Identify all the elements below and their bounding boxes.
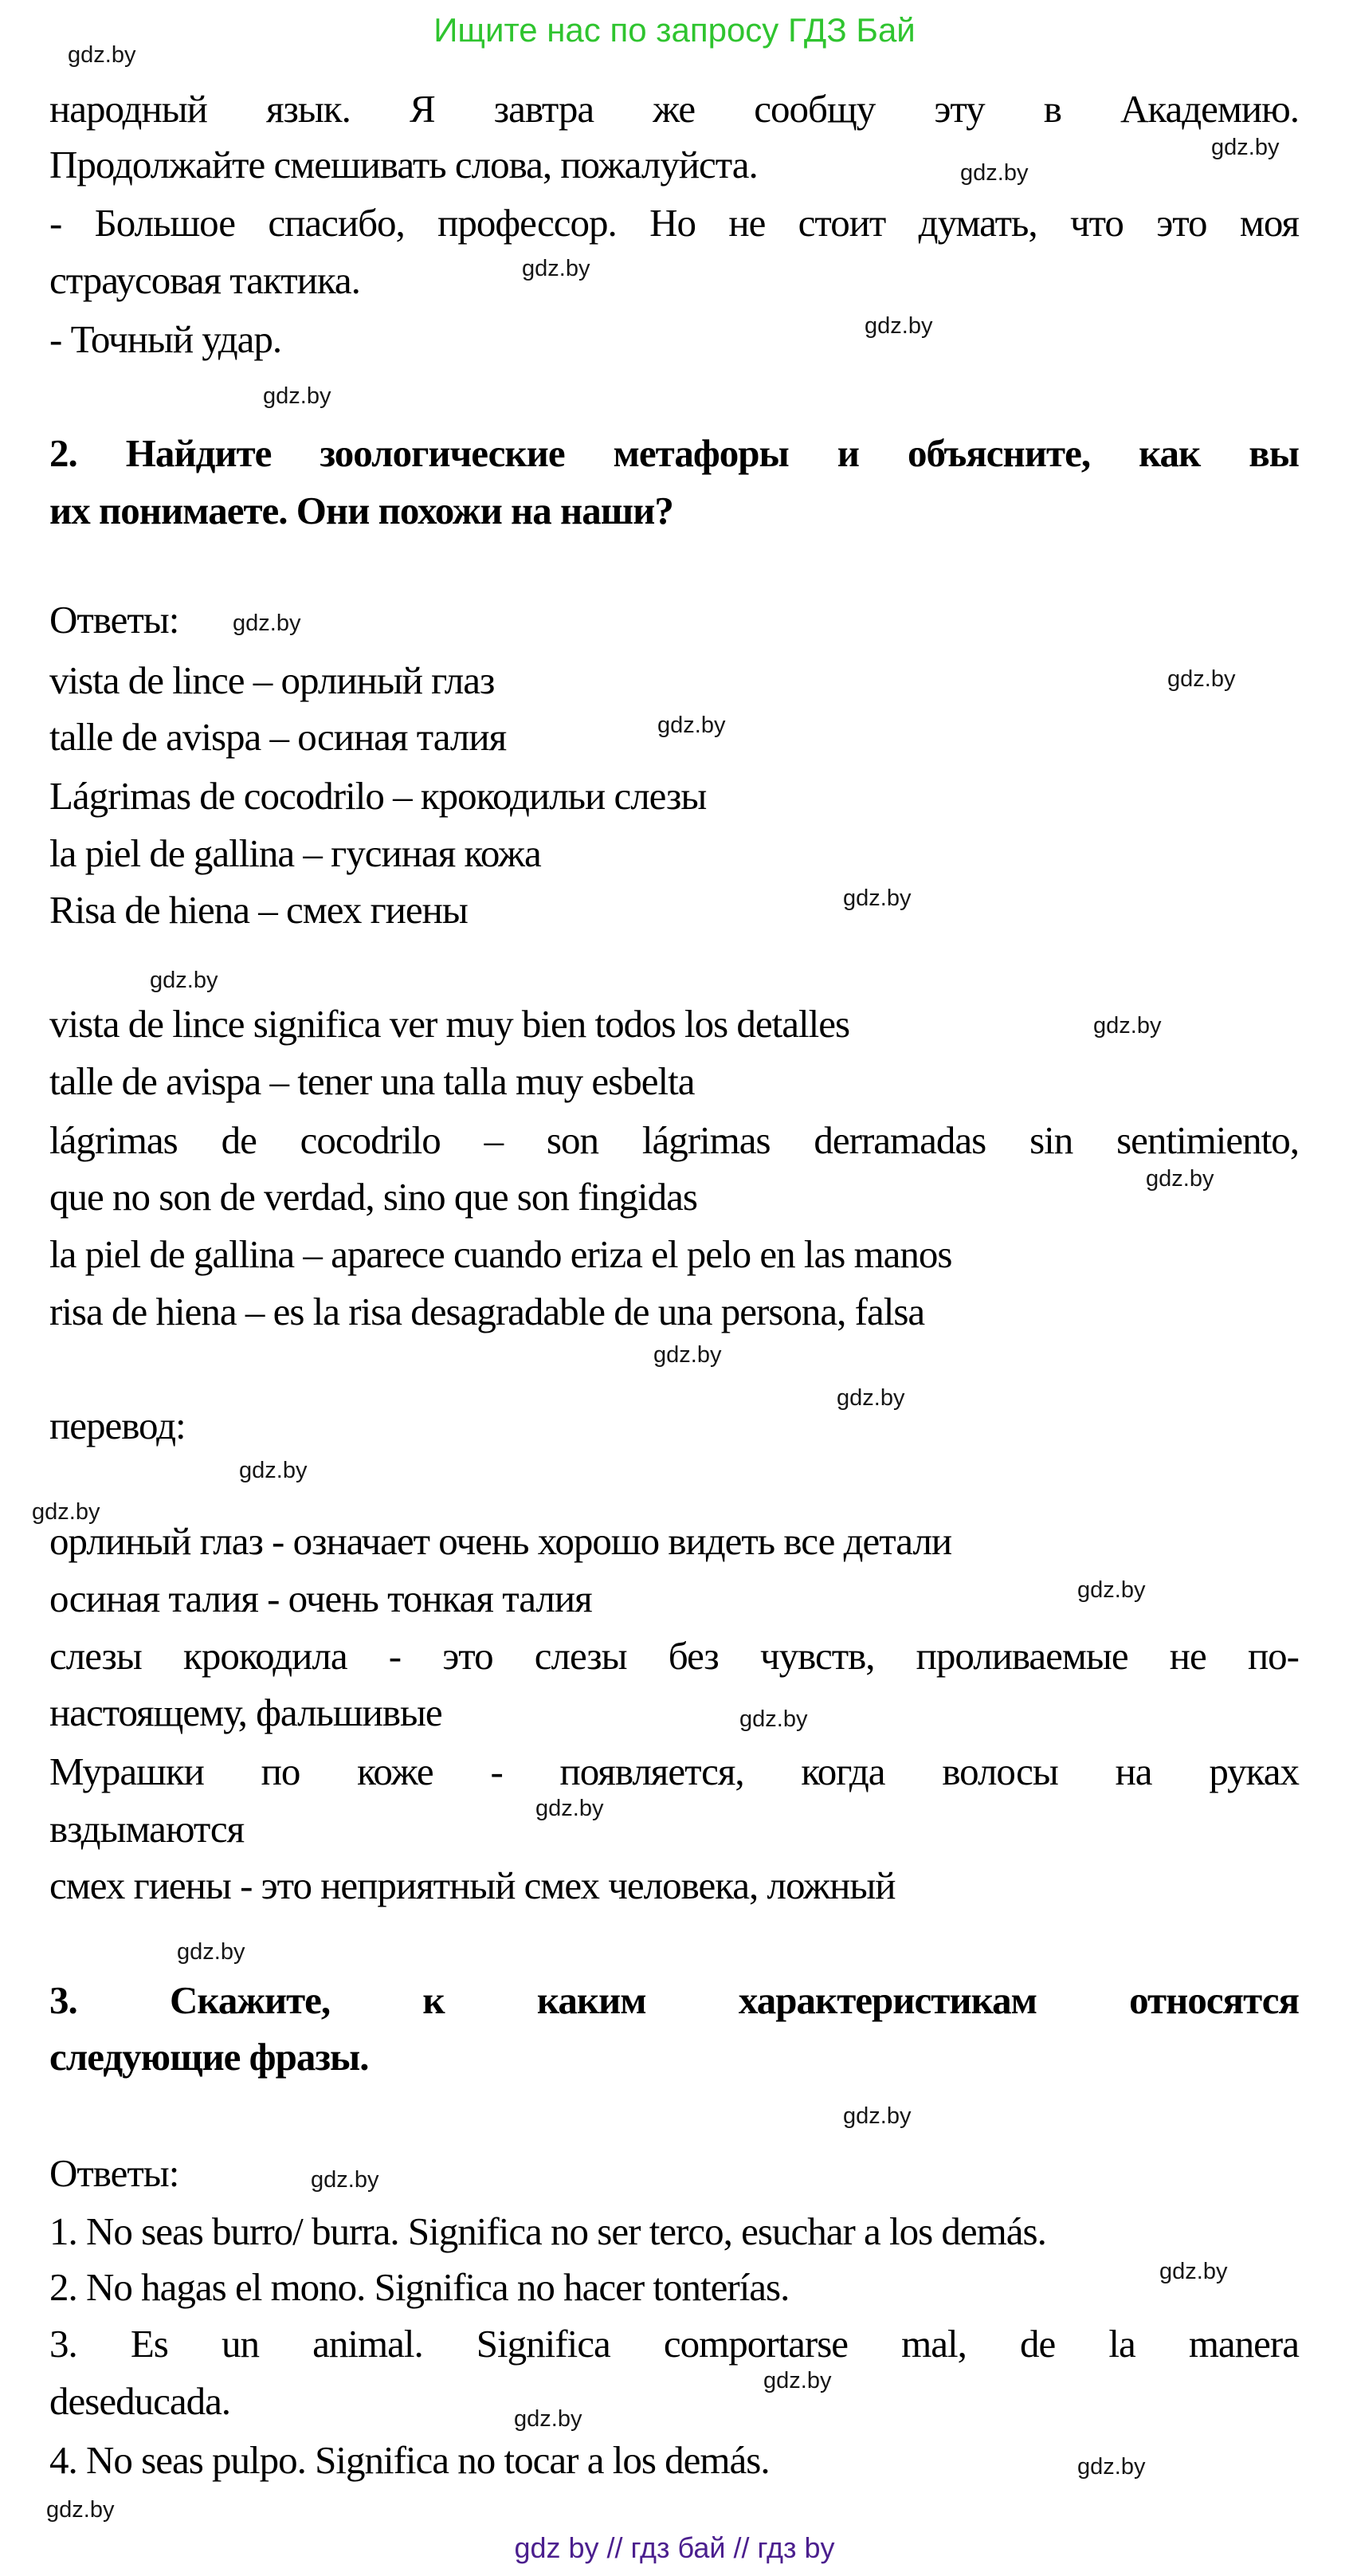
gdz-watermark: gdz.by	[522, 256, 590, 281]
gdz-watermark: gdz.by	[843, 886, 912, 911]
gdz-watermark: gdz.by	[263, 383, 331, 409]
text-line: 3. Es un animal. Significa comportarse mal, de la manera	[49, 2322, 1299, 2366]
task-heading-line: 3. Скажите, к каким характеристикам относятся	[49, 1978, 1299, 2022]
gdz-watermark: gdz.by	[177, 1939, 245, 1965]
text-line: народный язык. Я завтра же сообщу эту в Академию.	[49, 87, 1299, 131]
task-heading-line: следующие фразы.	[49, 2035, 369, 2079]
text-line: 2. No hagas el mono. Significa no hacer tonterías.	[49, 2265, 790, 2309]
text-line: орлиный глаз - означает очень хорошо видеть все детали	[49, 1519, 952, 1563]
text-line: talle de avispa – осиная талия	[49, 715, 507, 759]
gdz-watermark: gdz.by	[1167, 666, 1236, 692]
gdz-watermark: gdz.by	[233, 611, 301, 636]
gdz-watermark: gdz.by	[1146, 1166, 1214, 1192]
promo-header: Ищите нас по запросу ГДЗ Бай	[433, 11, 916, 49]
text-line: 1. No seas burro/ burra. Significa no ser terco, esuchar a los demás.	[49, 2209, 1046, 2253]
text-line: deseducada.	[49, 2379, 231, 2423]
text-line: настоящему, фальшивые	[49, 1690, 442, 1734]
text-line: vista de lince significa ver muy bien todos los detalles	[49, 1002, 850, 1046]
text-line: 4. No seas pulpo. Significa no tocar a los demás.	[49, 2438, 770, 2482]
site-footer: gdz by // гдз бай // гдз by	[514, 2531, 835, 2564]
text-line: Risa de hiena – смех гиены	[49, 888, 468, 932]
gdz-watermark: gdz.by	[311, 2167, 379, 2193]
gdz-watermark: gdz.by	[514, 2406, 582, 2432]
gdz-watermark: gdz.by	[763, 2368, 832, 2393]
gdz-watermark: gdz.by	[739, 1706, 808, 1732]
text-line: que no son de verdad, sino que son fingidas	[49, 1175, 697, 1219]
text-line: vista de lince – орлиный глаз	[49, 658, 495, 702]
text-line: слезы крокодила - это слезы без чувств, проливаемые не по-	[49, 1634, 1299, 1678]
text-line: risa de hiena – es la risa desagradable de una persona, falsa	[49, 1290, 925, 1333]
gdz-watermark: gdz.by	[653, 1342, 722, 1368]
gdz-watermark: gdz.by	[1093, 1013, 1162, 1039]
gdz-watermark: gdz.by	[150, 968, 218, 993]
text-line: talle de avispa – tener una talla muy esbelta	[49, 1059, 695, 1103]
text-line: Мурашки по коже - появляется, когда волосы на руках	[49, 1749, 1299, 1793]
text-line: вздымаются	[49, 1807, 245, 1851]
gdz-watermark: gdz.by	[68, 42, 136, 68]
text-line: смех гиены - это неприятный смех человека, ложный	[49, 1863, 896, 1907]
text-line: - Большое спасибо, профессор. Но не стоит думать, что это моя	[49, 201, 1299, 245]
text-line: осиная талия - очень тонкая талия	[49, 1577, 592, 1620]
text-line: Lágrimas de cocodrilo – крокодильи слезы	[49, 774, 707, 818]
gdz-watermark: gdz.by	[837, 1385, 905, 1411]
text-line: lágrimas de cocodrilo – son lágrimas derramadas sin sentimiento,	[49, 1118, 1299, 1162]
gdz-watermark: gdz.by	[239, 1458, 308, 1483]
gdz-watermark: gdz.by	[1077, 2454, 1146, 2480]
gdz-watermark: gdz.by	[1159, 2259, 1228, 2284]
task-heading-line: их понимаете. Они похожи на наши?	[49, 489, 673, 532]
text-line: страусовая тактика.	[49, 258, 360, 302]
gdz-watermark: gdz.by	[1211, 135, 1280, 160]
text-line: Ответы:	[49, 2151, 179, 2195]
text-line: Продолжайте смешивать слова, пожалуйста.	[49, 143, 758, 187]
text-line: la piel de gallina – aparece cuando eriza el pelo en las manos	[49, 1232, 952, 1276]
gdz-watermark: gdz.by	[960, 160, 1029, 186]
text-line: la piel de gallina – гусиная кожа	[49, 831, 541, 875]
text-line: - Точный удар.	[49, 317, 282, 361]
gdz-watermark: gdz.by	[32, 1499, 100, 1525]
gdz-watermark: gdz.by	[1077, 1577, 1146, 1603]
gdz-watermark: gdz.by	[843, 2103, 912, 2129]
gdz-watermark: gdz.by	[535, 1796, 604, 1821]
gdz-watermark: gdz.by	[865, 313, 933, 339]
task-heading-line: 2. Найдите зоологические метафоры и объясните, как вы	[49, 431, 1299, 475]
gdz-watermark: gdz.by	[657, 713, 726, 738]
gdz-watermark: gdz.by	[46, 2497, 115, 2523]
text-line: перевод:	[49, 1404, 186, 1447]
text-line: Ответы:	[49, 598, 179, 642]
